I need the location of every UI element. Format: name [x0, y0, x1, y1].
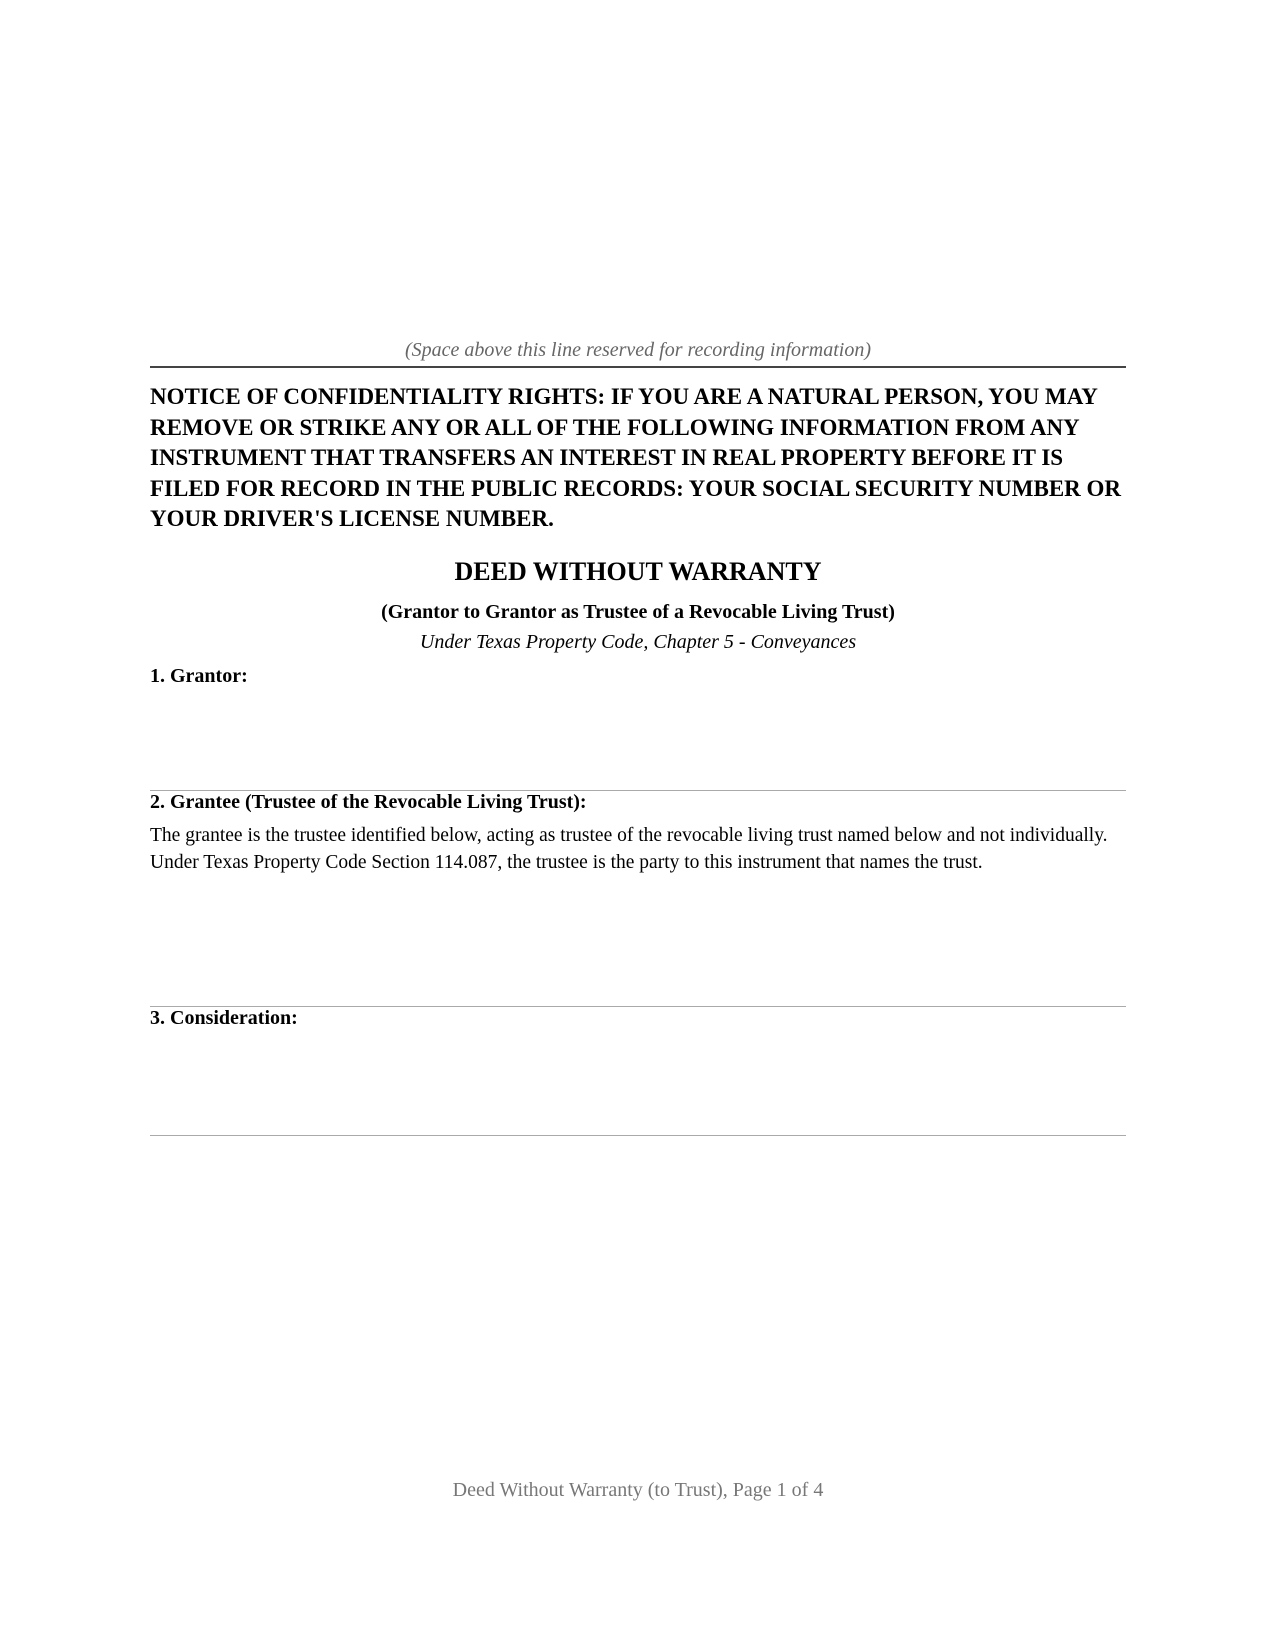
page-footer: Deed Without Warranty (to Trust), Page 1 of 4 — [452, 1479, 824, 1501]
document-title: DEED WITHOUT WARRANTY — [454, 557, 822, 586]
recording-divider — [150, 366, 1126, 368]
section-divider — [150, 1135, 1126, 1136]
section-grantee-heading: 2. Grantee (Trustee of the Revocable Living Trust): — [150, 791, 587, 813]
confidentiality-notice: NOTICE OF CONFIDENTIALITY RIGHTS: IF YOU ARE A NATURAL PERSON, YOU MAY REMOVE OR STRIKE ANY OR ALL OF THE FOLLOWING INFORMATION FROM ANY INSTRUMENT THAT TRANSFERS AN INTEREST IN REAL PROPERTY BEFORE IT IS FILED FOR RECORD IN THE PUBLIC RECORDS: YOUR SOCIAL SECURITY NUMBER OR YOUR DRIVER'S LICENSE NUMBER. — [150, 384, 1122, 531]
section-grantee-body: The grantee is the trustee identified below, acting as trustee of the revocable living trust named below and not individually. Under Texas Property Code Section 114.087, the trustee is the party to this instrument that names the trust. — [150, 825, 1108, 873]
section-grantor-heading: 1. Grantor: — [150, 665, 248, 687]
document-subtitle: (Grantor to Grantor as Trustee of a Revocable Living Trust) — [381, 601, 895, 623]
statute-reference: Under Texas Property Code, Chapter 5 - Conveyances — [419, 631, 857, 653]
section-consideration-heading: 3. Consideration: — [150, 1007, 298, 1029]
recording-space-note: (Space above this line reserved for recording information) — [404, 339, 871, 361]
